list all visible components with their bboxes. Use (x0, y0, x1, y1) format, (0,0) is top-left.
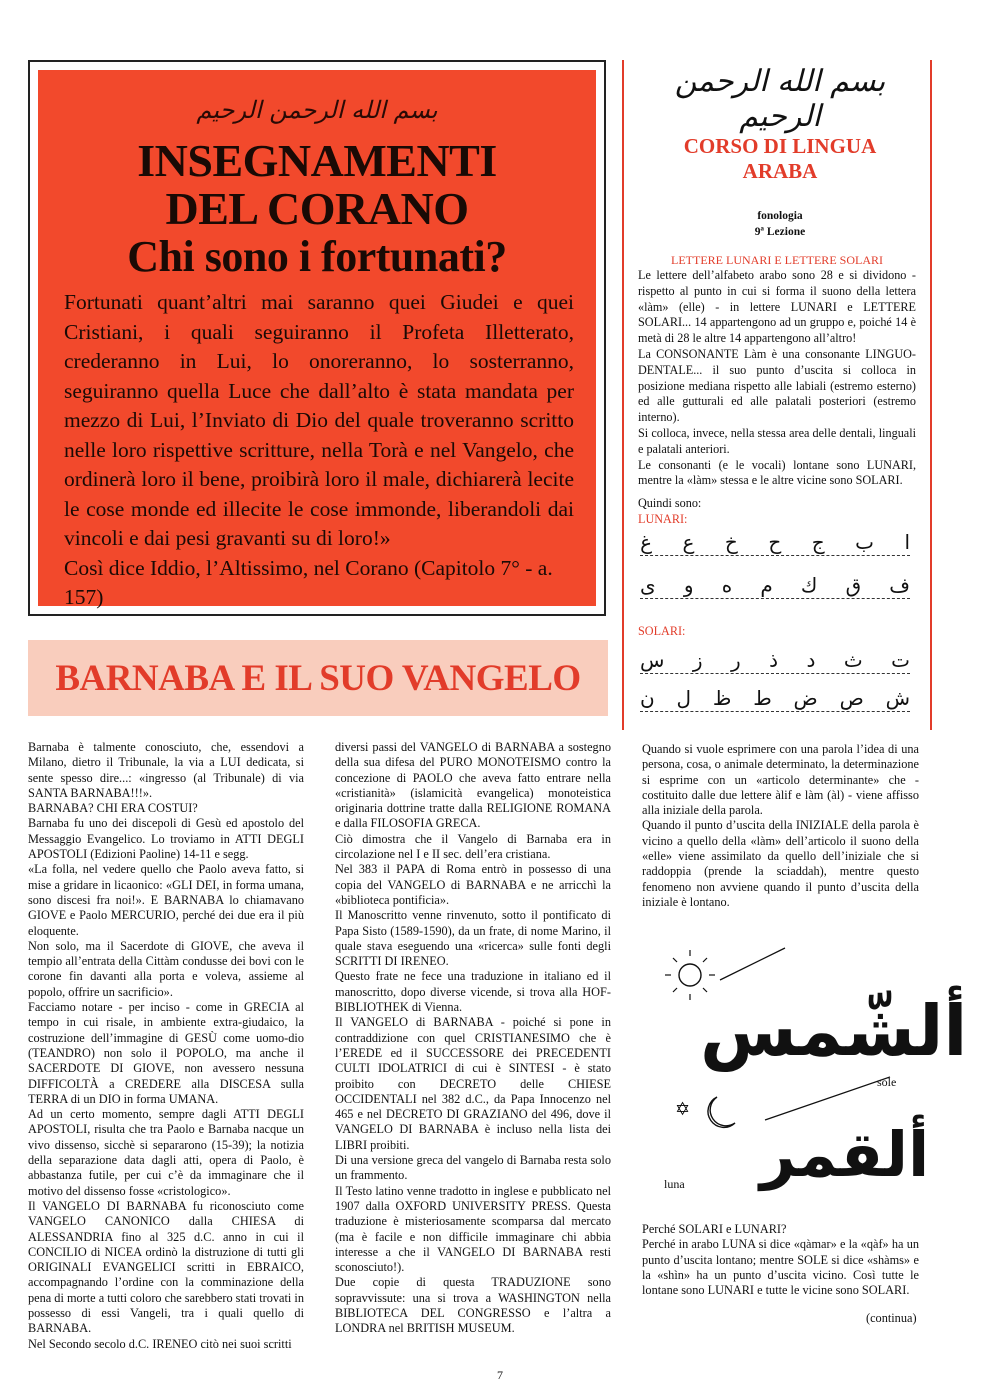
course-title (630, 134, 930, 184)
arabic-letter: خ (724, 530, 738, 554)
red-panel-paragraph: Fortunati quant’altri mai saranno quei Giudei e quei Cristiani, i quali seguiranno il Profeta Illetterato, crederanno in Lui, lo onoreranno, lo sosterranno, seguiranno quella Luce che dall’alto è stata mandata per mezzo di Lui, l’Inviato di Dio del quale troveranno scritto nelle loro rispettive scritture, nella Torà e nel Vangelo, che ordinerà loro il bene, proibirà loro il male, dichiarerà lecite le cose monde ed illecite le cose immonde, liberandoli dai vincoli e dai pesi gravanti su di loro!» (64, 290, 574, 550)
arabic-letter: ا (904, 530, 910, 554)
arabic-letter: ف (889, 573, 910, 597)
arabic-letter: ث (843, 648, 863, 672)
sole-caption: sole (877, 1075, 897, 1089)
sole-arabic-word: ألشّمس (700, 990, 968, 1072)
solari-label: SOLARI: (638, 624, 686, 638)
arabic-letter: ش (885, 686, 910, 710)
article-paragraph: Nel Secondo secolo d.C. IRENEO citò nei suoi scritti (28, 1336, 292, 1351)
arabic-letter: ع (682, 530, 695, 554)
course-heading: LETTERE LUNARI E LETTERE SOLARI (671, 253, 883, 267)
arabic-letter: ظ (712, 686, 732, 710)
course-paragraph: Le consonanti (e le vocali) lontane sono LUNARI, mentre la «làm» stessa e le altre vicine sono SOLARI. (638, 457, 916, 488)
article-paragraph: «La folla, nel vedere quello che Paolo aveva fatto, si mise a gridare in licaonico: «GLI DEI, in forma umana, sono discesi fra noi!». E BARNABA lo chiamavano GIOVE e Paolo MERCURIO, perché dei due era il più eloquente. (28, 862, 304, 938)
arabic-letter: م (760, 573, 773, 597)
article-paragraph: Ciò dimostra che il Vangelo di Barnaba era in circolazione nel I e II sec. dell’era cristiana. (335, 831, 611, 862)
article-paragraph: Il Manoscritto venne rinvenuto, sotto il pontificato di Papa Sisto (1589-1590), da un frate, di nome Marino, il quale stava eseguendo una «ricerca» sulle fonti degli SCRITTI DI IRENEO. (335, 908, 611, 969)
continua-label: (continua) (866, 1311, 917, 1325)
article-paragraph: Nel 383 il PAPA di Roma entrò in possesso di una copia del VANGELO di BARNABA e ne arricchì la «biblioteca pontificia». (335, 862, 611, 907)
arabic-letter: ى (640, 573, 656, 597)
article-paragraph: Ad un certo momento, sempre dagli ATTI DEGLI APOSTOLI, risulta che tra Paolo e Barnaba nacque un vivo dissenso, sicchè si separarono (15-39); la notizia della separazione data dagli atti, opera di Paolo, è abbastanza futile, per cui c’è da immaginare che il motivo del dissenso fosse «cristologico». (28, 1107, 304, 1198)
course-title-line1: CORSO DI LINGUA (683, 134, 877, 158)
arabic-letter: ر (731, 648, 741, 672)
course-subtitle (630, 208, 930, 240)
arabic-letter: ح (768, 530, 782, 554)
moon-icon (708, 1097, 735, 1127)
barnaba-column-2 (335, 740, 611, 1337)
arabic-letter: س (640, 648, 665, 672)
arabic-letter: ق (845, 573, 862, 597)
article-paragraph: Questo frate ne fece una traduzione in italiano ed il manoscritto, dopo diverse vicende, si trova alla HOF-BIBLIOTHEK di Vienna. (335, 969, 611, 1015)
article-paragraph: Il Testo latino venne tradotto in inglese e pubblicato nel 1907 dalla OXFORD UNIVERSITY PRESS. Questa traduzione è misteriosamente scomparsa dal mercato (ma è facile e non difficile immaginare chi abbia interesse a che il VANGELO DI BARNABA resti sconosciuto!). (335, 1183, 611, 1275)
arabic-letter: ه (721, 573, 733, 597)
course-subtitle-line1: fonologia (757, 210, 803, 222)
red-panel-body (64, 288, 574, 613)
course-title-line2: ARABA (742, 159, 818, 183)
article-paragraph: Il VANGELO DI BARNABA fu riconosciuto come VANGELO CANONICO dalla CHIESA di ALESSANDRIA fino al 325 d.C. anno in cui il CONCILIO di NICEA ordinò la distruzione di tutti gli ORIGINALI EVANGELICI scritti in EBRAICO, accompagnando l’ordine con la comminazione della pena di morte a tutti coloro che sarebbero stati trovati in possesso di essi Vangeli, tra i quali quello di BARNABA. (28, 1198, 304, 1336)
course-paragraph: Perché in arabo LUNA si dice «qàmar» e la «qàf» ha un punto d’uscita lontano; mentre SOLE si dice «shàms» e la «shìn» ha un punto d’uscita vicino. Così tutte le lontane sono LUNARI e tutte le vicine sono SOLARI. (642, 1237, 919, 1298)
arabic-letter: ض (793, 686, 818, 710)
course-paragraph: Quando il punto d’uscita della INIZIALE della parola è vicino a quello della «làm» dell’articolo il suono della «elle» viene assimilato da quello dell’iniziale che si raddoppia (prende la sciaddah), mentre questo fenomeno non avviene quando il punto d’uscita della iniziale è lontano. (642, 818, 919, 909)
arabic-letter: و (683, 573, 694, 597)
arabic-letter: ك (800, 573, 818, 597)
course-continuation (642, 742, 919, 910)
course-body (638, 268, 916, 489)
lunari-letters-row2 (640, 573, 910, 599)
article-paragraph: Barnaba fu uno dei discepoli di Gesù ed apostolo del Messaggio Evangelico. Lo troviamo in ATTI DEGLI APOSTOLI (Edizioni Paoline) 14-11 e segg. (28, 816, 304, 862)
course-paragraph: La CONSONANTE Làm è una consonante LINGUO-DENTALE... il suo punto d’uscita si colloca in posizione mediana rispetto alle labiali (estremo esterno) ed alle gutturali ed alle palatali posteriori (estremo interno). (638, 346, 916, 425)
barnaba-title: BARNABA E IL SUO VANGELO (55, 658, 581, 699)
arabic-letter: ن (640, 686, 655, 710)
article-paragraph: Barnaba è talmente conosciuto, che, essendovi a Milano, dietro il Tribunale, la via a LUI dedicata, si sente spesso dire...: «ingresso (al Tribunale) di via SANTA BARNABA!!!». (28, 740, 304, 800)
arabic-letter: ذ (769, 648, 779, 672)
course-paragraph: Le lettere dell’alfabeto arabo sono 28 e si dividono - rispetto al punto in cui si forma il suono della lettera «làm» (elle) - in lettere LUNARI e LETTERE SOLARI... 14 appartengono ad un gruppo e, poiché 14 è metà di 28 le altre 14 appartengono all’altro! (638, 268, 916, 346)
article-paragraph: Il VANGELO di BARNABA - poiché si pone in contraddizione con quel CRISTIANESIMO che è l’EREDE ed il SUCCESSORE dei PRECEDENTI CULTI IDOLATRICI di cui è SINTESI - è stato proibito con DECRETO delle CHIESE OCCIDENTALI nel 382 d.C., da Papa Innocenzo nel 465 e nel DECRETO DI GRAZIANO del 496, dove il VANGELO DI BARNABA è incluso nella lista dei LIBRI proibiti. (335, 1015, 611, 1152)
red-panel-title-line2: DEL CORANO (165, 183, 469, 234)
barnaba-banner (28, 640, 608, 716)
quindi-label: Quindi sono: (638, 496, 702, 510)
article-paragraph: Di una versione greca del vangelo di Barnaba resta solo un frammento. (335, 1153, 611, 1183)
pointer-line (765, 1077, 890, 1120)
arabic-letter: ز (692, 648, 703, 672)
arabic-letter: ت (891, 648, 910, 672)
red-panel-title-line1: INSEGNAMENTI (137, 135, 497, 186)
red-panel-paragraph: Così dice Iddio, l’Altissimo, nel Corano (Capitolo 7° - a. 157) (64, 555, 553, 609)
article-paragraph: BARNABA? CHI ERA COSTUI? (28, 801, 198, 816)
arabic-letter: د (806, 648, 816, 672)
barnaba-column-1 (28, 740, 304, 1352)
article-paragraph: Due copie di questa TRADUZIONE sono sopravvissute: una si trova a WASHINGTON nella BIBLIOTECA DEL CONGRESSO e l’altra a LONDRA nel BRITISH MUSEUM. (335, 1275, 611, 1336)
quran-teachings-background (38, 70, 596, 609)
course-conclusion (642, 1222, 919, 1298)
article-paragraph: Non solo, ma il Sacerdote di GIOVE, che aveva il tempio all’entrata della Cittàm condusse dei bovi con le corone fin davanti alla porta e voleva, assieme al popolo, offrire un sacrificio». (28, 938, 304, 999)
course-paragraph: Si colloca, invece, nella stessa area delle dentali, linguali e palatali anteriori. (638, 425, 916, 456)
quran-teachings-panel (28, 60, 606, 616)
course-paragraph: Quando si vuole esprimere con una parola l’idea di una persona, cosa, o animale determinato, la determinazione si esprime con un «articolo determinante» che - costituito dalle due lettere àlif e làm (àl) - viene affisso alla iniziale della parola. (642, 742, 919, 818)
sun-icon (679, 964, 701, 986)
pointer-line (720, 948, 785, 980)
arabic-letter: ص (839, 686, 864, 710)
page-number: 7 (497, 1368, 503, 1382)
red-panel-title-line3: Chi sono i fortunati? (127, 232, 507, 281)
arabic-letter: ل (676, 686, 692, 710)
solari-letters-row1 (640, 648, 910, 674)
course-subtitle-line2: 9ª Lezione (754, 226, 806, 238)
luna-arabic-word: ألقمر (760, 1118, 930, 1191)
arabic-letter: غ (640, 530, 652, 554)
article-paragraph: Facciamo notare - per inciso - come in GRECIA al tempo in cui risale, in ambiente extra-giudaico, la costruzione dell’immagine di GESÙ come uomo-dio (TEANDRO) non solo il POPOLO, ma anche il SACERDOTE DI GIOVE, non avessero nessuna DIFFICOLTÀ a CREDERE alla DISCESA sulla TERRA di un DIO in forma UMANA. (28, 1000, 304, 1106)
lunari-letters-row1 (640, 530, 910, 556)
lunari-label: LUNARI: (638, 512, 688, 526)
star-icon: ✡ (675, 1099, 691, 1120)
article-paragraph: diversi passi del VANGELO di BARNABA a sostegno della sua difesa del PURO MONOTEISMO contro la concezione di PAOLO che aveva fatto entrare nella «cristianità» (islamicità evangelica) monoteistica originaria dottrine tratte dalla RELIGIONE ROMANA e dalla FILOSOFIA GRECA. (335, 740, 611, 831)
arabic-letter: ط (753, 686, 772, 710)
arabic-letter: ج (811, 530, 825, 554)
red-panel-basmala: بسم الله الرحمن الرحيم (196, 96, 438, 124)
course-paragraph: Perché SOLARI e LUNARI? (642, 1222, 787, 1236)
course-basmala: بسم الله الرحمن الرحيم (674, 64, 886, 134)
solari-letters-row2 (640, 686, 910, 712)
arabic-letter: ب (855, 530, 874, 554)
luna-caption: luna (664, 1177, 685, 1191)
